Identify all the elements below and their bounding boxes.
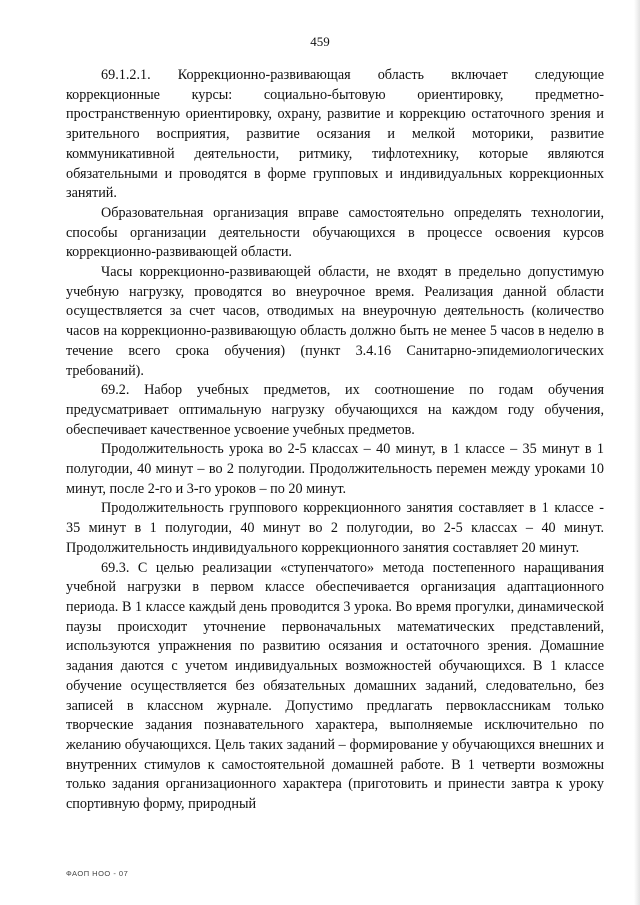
- paragraph-69-1-2-1: 69.1.2.1. Коррекционно-развивающая область включает следующие коррекционные курсы: социально-бытовую ориентировку, предметно-пространственную ориентировку, охрану, развитие и коррекцию остаточного зрения и зрительного восприятия, развитие осязания и мелкой моторики, развитие коммуникативной деятельности, ритмику, тифлотехнику, которые являются обязательными и проводятся в форме групповых и индивидуальных коррекционных занятий.: [66, 67, 604, 202]
- paragraph-69-2: 69.2. Набор учебных предметов, их соотношение по годам обучения предусматривает оптимальную нагрузку обучающихся на каждом году обучения, обеспечивает качественное усвоение учебных предметов.: [66, 382, 604, 438]
- scan-edge-shadow: [634, 0, 640, 905]
- footer-document-code: ФАОП НОО - 07: [66, 869, 129, 878]
- document-body: [66, 66, 604, 815]
- paragraph-technologies: Образовательная организация вправе самостоятельно определять технологии, способы организации деятельности обучающихся в процессе освоения курсов коррекционно-развивающей области.: [66, 204, 604, 261]
- paragraph-69-3: 69.3. С целью реализации «ступенчатого» метода постепенного наращивания учебной нагрузки в первом классе обеспечивается организация адаптационного периода. В 1 классе каждый день проводится 3 урока. Во время прогулки, динамической паузы происходит уточнение первоначальных математических представлений, используются упражнения по развитию осязания и остаточного зрения. Домашние задания даются с учетом индивидуальных возможностей обучающихся. В 1 классе обучение осуществляется без обязательных домашних заданий, следовательно, без записей в классном журнале. Допустимо предлагать первоклассникам только творческие задания познавательного характера, выполняемые исключительно по желанию обучающихся. Цель таких заданий – формирование у обучающихся внешних и внутренних стимулов к самостоятельной домашней работе. В 1 четверти возможны только задания организационного характера (приготовить и принести завтра к уроку спортивную форму, природный: [66, 559, 604, 813]
- paragraph-hours: Часы коррекционно-развивающей области, не входят в предельно допустимую учебную нагрузку, проводятся во внеурочное время. Реализация данной области осуществляется за счет часов, отводимых на внеурочную деятельность (количество часов на коррекционно-развивающую область должно быть не менее 5 часов в неделю в течение всего срока обучения) (пункт 3.4.16 Санитарно-эпидемиологических требований).: [66, 264, 604, 379]
- paragraph-group-session-duration: Продолжительность группового коррекционного занятия составляет в 1 классе - 35 минут в 1 полугодии, 40 минут во 2 полугодии, во 2-5 классах – 40 минут. Продолжительность индивидуального коррекционного занятия составляет 20 минут.: [66, 500, 604, 556]
- paragraph-lesson-duration: Продолжительность урока во 2-5 классах – 40 минут, в 1 классе – 35 минут в 1 полугодии, 40 минут – во 2 полугодии. Продолжительность перемен между уроками 10 минут, после 2-го и 3-го уроков – по 20 минут.: [66, 441, 604, 497]
- page-number: 459: [310, 34, 330, 49]
